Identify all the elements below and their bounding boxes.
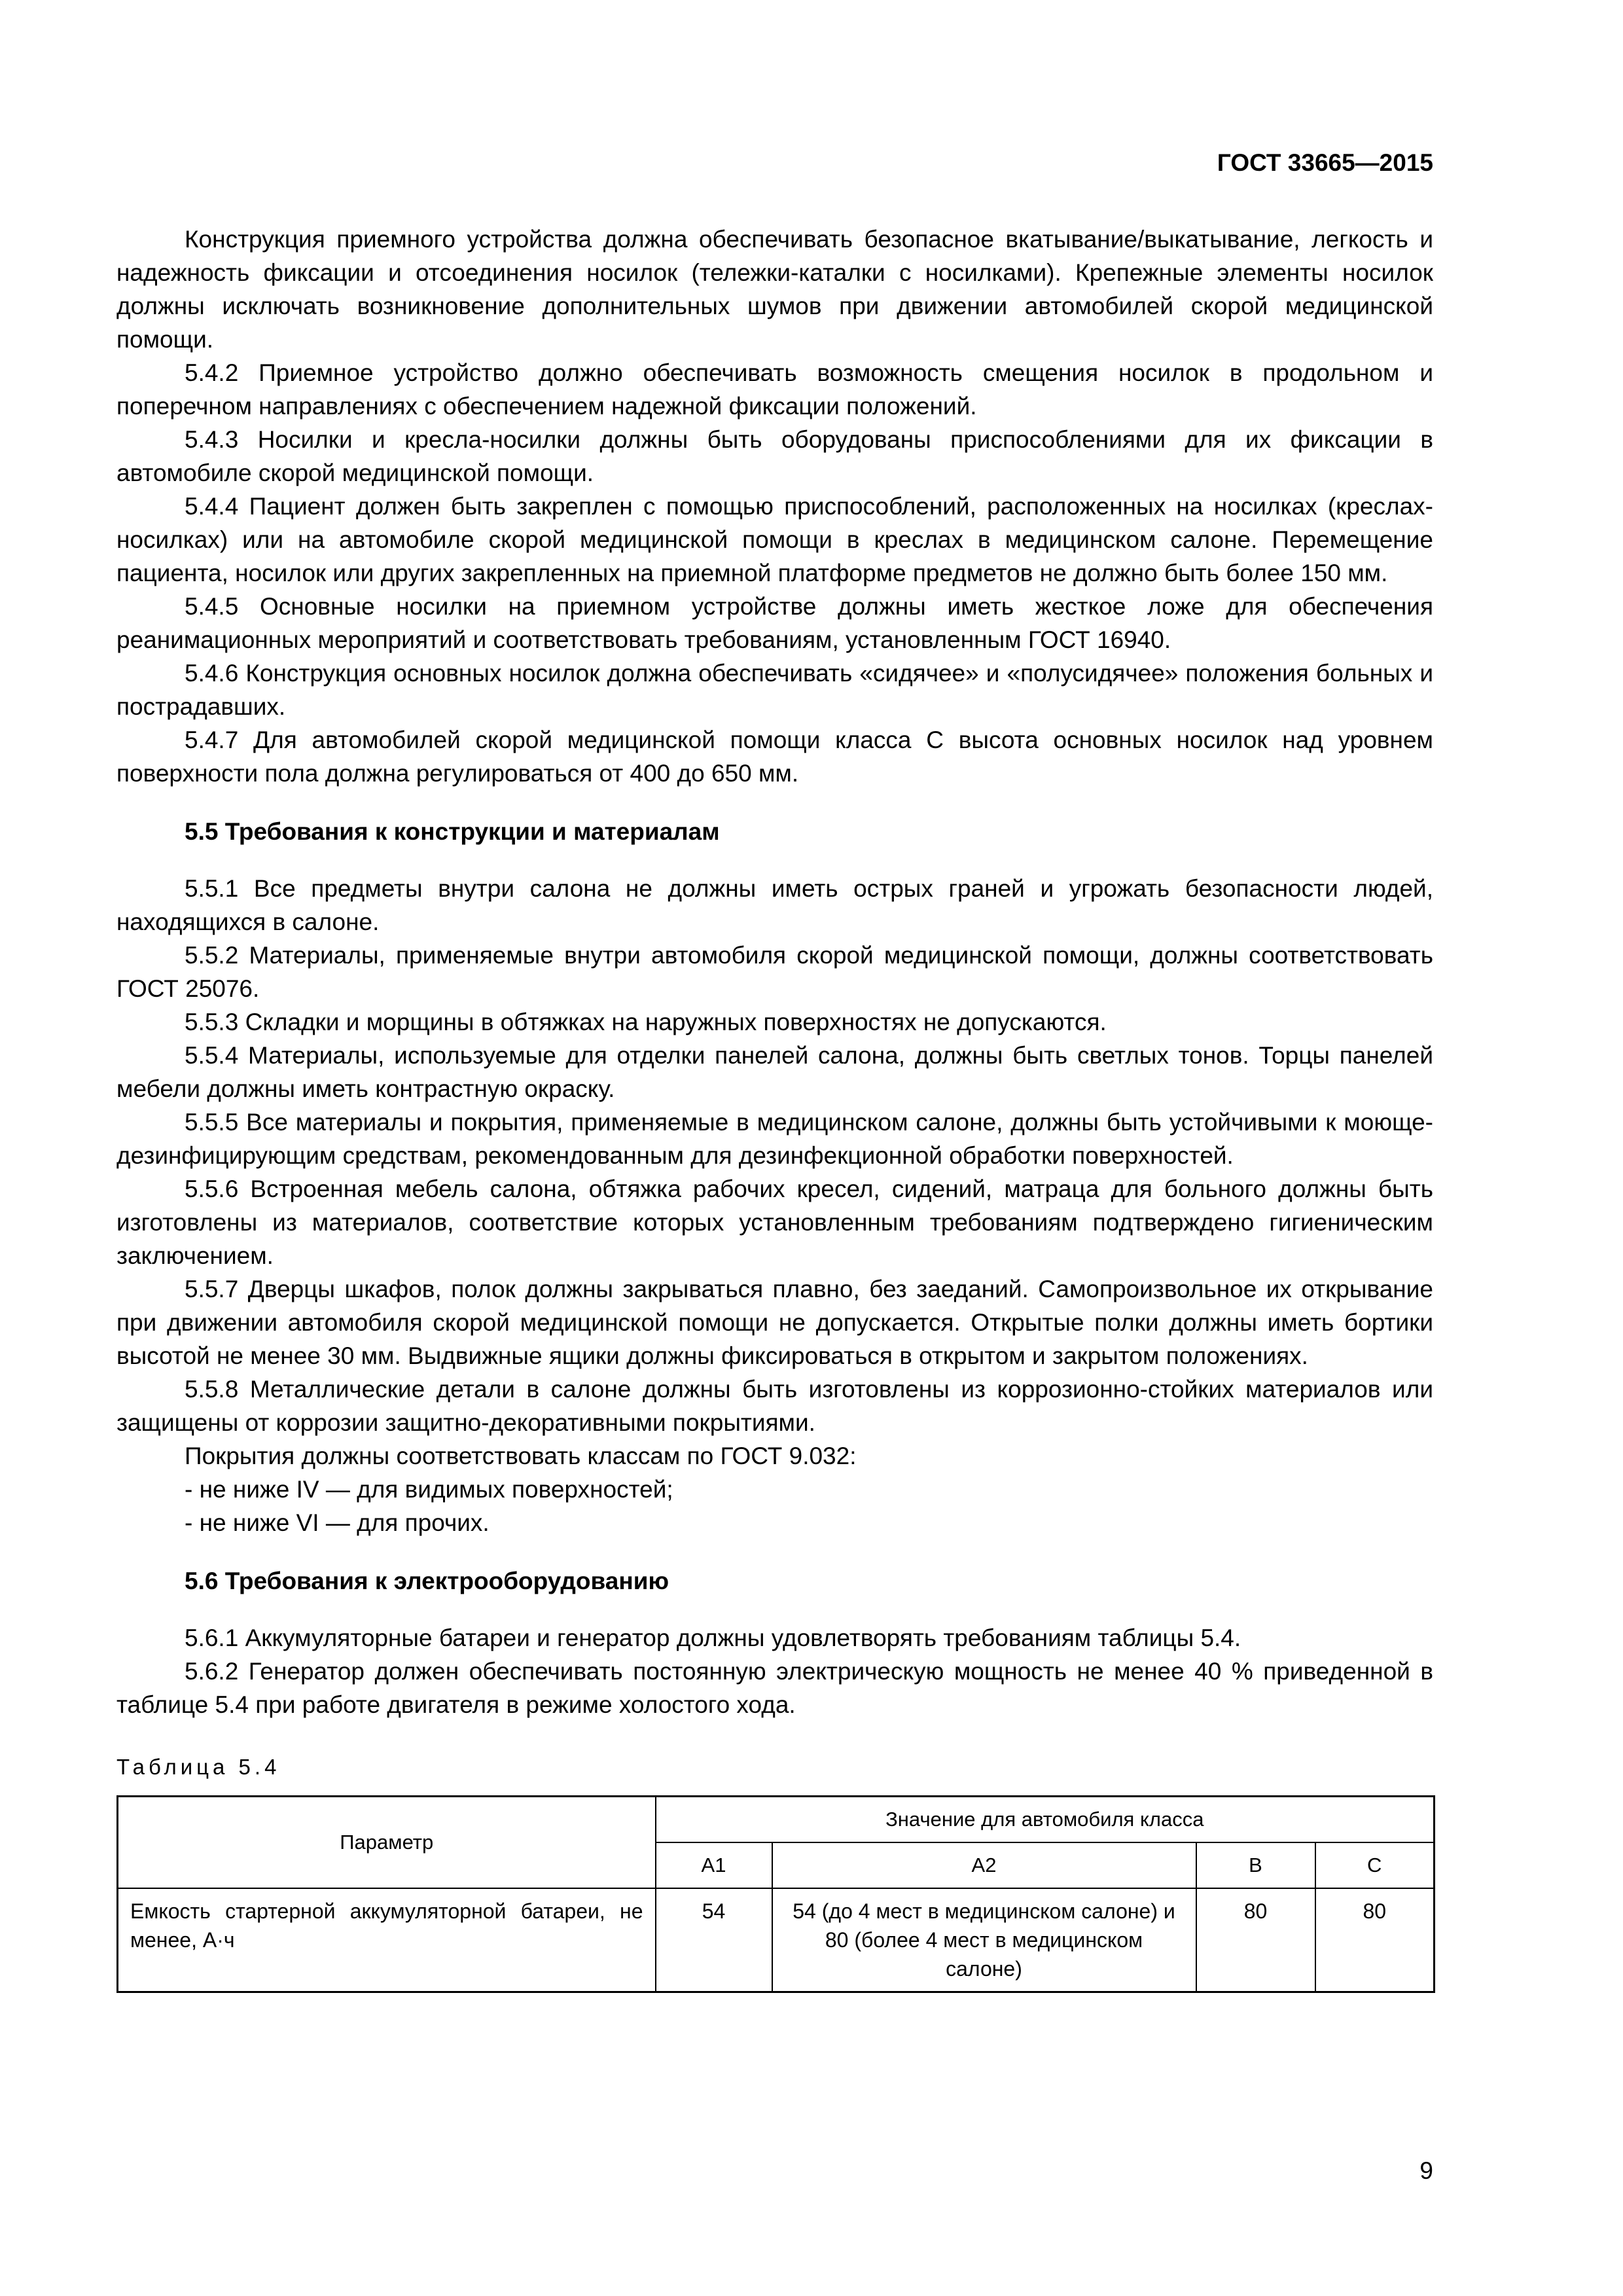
list-item: - не ниже VI — для прочих. [185,1509,490,1536]
list-item: - не ниже IV — для видимых поверхностей; [185,1476,673,1503]
table-header-class: А2 [772,1842,1196,1888]
paragraph: 5.6.1 Аккумуляторные батареи и генератор должны удовлетворять требованиям таблицы 5.4. [185,1624,1241,1651]
paragraph: 5.5.1 Все предметы внутри салона не должны иметь острых граней и угрожать безопасности людей, находящихся в салоне. [116,875,1433,935]
table-cell-a1: 54 [656,1888,772,1992]
paragraph: 5.4.7 Для автомобилей скорой медицинской помощи класса С высота основных носилок над уровнем поверхности пола должна регулироваться от 400 до 650 мм. [116,726,1433,787]
document-body [116,223,1433,1993]
table-header-group: Значение для автомобиля класса [656,1797,1435,1843]
coating-intro: Покрытия должны соответствовать классам по ГОСТ 9.032: [185,1443,857,1469]
table-cell-param: Емкость стартерной аккумуляторной батареи, не менее, А·ч [118,1888,656,1992]
section-heading-5-6: 5.6 Требования к электрооборудованию [185,1568,669,1594]
paragraph: 5.5.6 Встроенная мебель салона, обтяжка рабочих кресел, сидений, матраца для больного должны быть изготовлены из материалов, соответствие которых установленным требованиям подтверждено гигиеническим заключением. [116,1175,1433,1269]
paragraph: 5.6.2 Генератор должен обеспечивать постоянную электрическую мощность не менее 40 % приведенной в таблице 5.4 при работе двигателя в режиме холостого хода. [116,1658,1433,1718]
table-header-class: А1 [656,1842,772,1888]
table-header-class: С [1315,1842,1435,1888]
paragraph: 5.5.5 Все материалы и покрытия, применяемые в медицинском салоне, должны быть устойчивыми к моюще-дезинфицирующим средствам, рекомендованным для дезинфекционной обработки поверхностей. [116,1109,1433,1169]
table-caption: Таблица 5.4 [116,1755,281,1779]
paragraph: 5.5.3 Складки и морщины в обтяжках на наружных поверхностях не допускаются. [185,1009,1107,1035]
table-cell-c: 80 [1315,1888,1435,1992]
table-header-class: В [1196,1842,1315,1888]
spec-table [116,1795,1435,1993]
table-row [118,1888,1435,1992]
paragraph: 5.4.6 Конструкция основных носилок должна обеспечивать «сидячее» и «полусидячее» положения больных и пострадавших. [116,660,1433,720]
section-heading-5-5: 5.5 Требования к конструкции и материалам [185,818,720,845]
paragraph: 5.4.4 Пациент должен быть закреплен с помощью приспособлений, расположенных на носилках (креслах-носилках) или на автомобиле скорой медицинской помощи в креслах в медицинском салоне. Перемещение пациента, носилок или других закрепленных на приемной платформе предметов не должно быть более 150 мм. [116,493,1433,586]
table-cell-a2: 54 (до 4 мест в медицинском салоне) и 80 (более 4 мест в медицинском салоне) [772,1888,1196,1992]
paragraph: 5.5.4 Материалы, используемые для отделки панелей салона, должны быть светлых тонов. Торцы панелей мебели должны иметь контрастную окраску. [116,1042,1433,1102]
paragraph: Конструкция приемного устройства должна обеспечивать безопасное вкатывание/выкатывание, легкость и надежность фиксации и отсоединения носилок (тележки-каталки с носилками). Крепежные элементы носилок должны исключать возникновение дополнительных шумов при движении автомобилей скорой медицинской помощи. [116,226,1433,353]
paragraph: 5.5.7 Дверцы шкафов, полок должны закрываться плавно, без заеданий. Самопроизвольное их открывание при движении автомобиля скорой медицинской помощи не допускается. Открытые полки должны иметь бортики высотой не менее 30 мм. Выдвижные ящики должны фиксироваться в открытом и закрытом положениях. [116,1276,1433,1369]
page-number: 9 [1419,2157,1433,2184]
paragraph: 5.5.2 Материалы, применяемые внутри автомобиля скорой медицинской помощи, должны соответствовать ГОСТ 25076. [116,942,1433,1002]
document-id-header: ГОСТ 33665—2015 [1217,149,1433,176]
table-cell-b: 80 [1196,1888,1315,1992]
paragraph: 5.5.8 Металлические детали в салоне должны быть изготовлены из коррозионно-стойких материалов или защищены от коррозии защитно-декоративными покрытиями. [116,1376,1433,1436]
paragraph: 5.4.3 Носилки и кресла-носилки должны быть оборудованы приспособлениями для их фиксации в автомобиле скорой медицинской помощи. [116,426,1433,486]
paragraph: 5.4.2 Приемное устройство должно обеспечивать возможность смещения носилок в продольном и поперечном направлениях с обеспечением надежной фиксации положений. [116,359,1433,420]
table-header-param: Параметр [118,1797,656,1889]
paragraph: 5.4.5 Основные носилки на приемном устройстве должны иметь жесткое ложе для обеспечения реанимационных мероприятий и соответствовать требованиям, установленным ГОСТ 16940. [116,593,1433,653]
table-header-row [118,1797,1435,1843]
